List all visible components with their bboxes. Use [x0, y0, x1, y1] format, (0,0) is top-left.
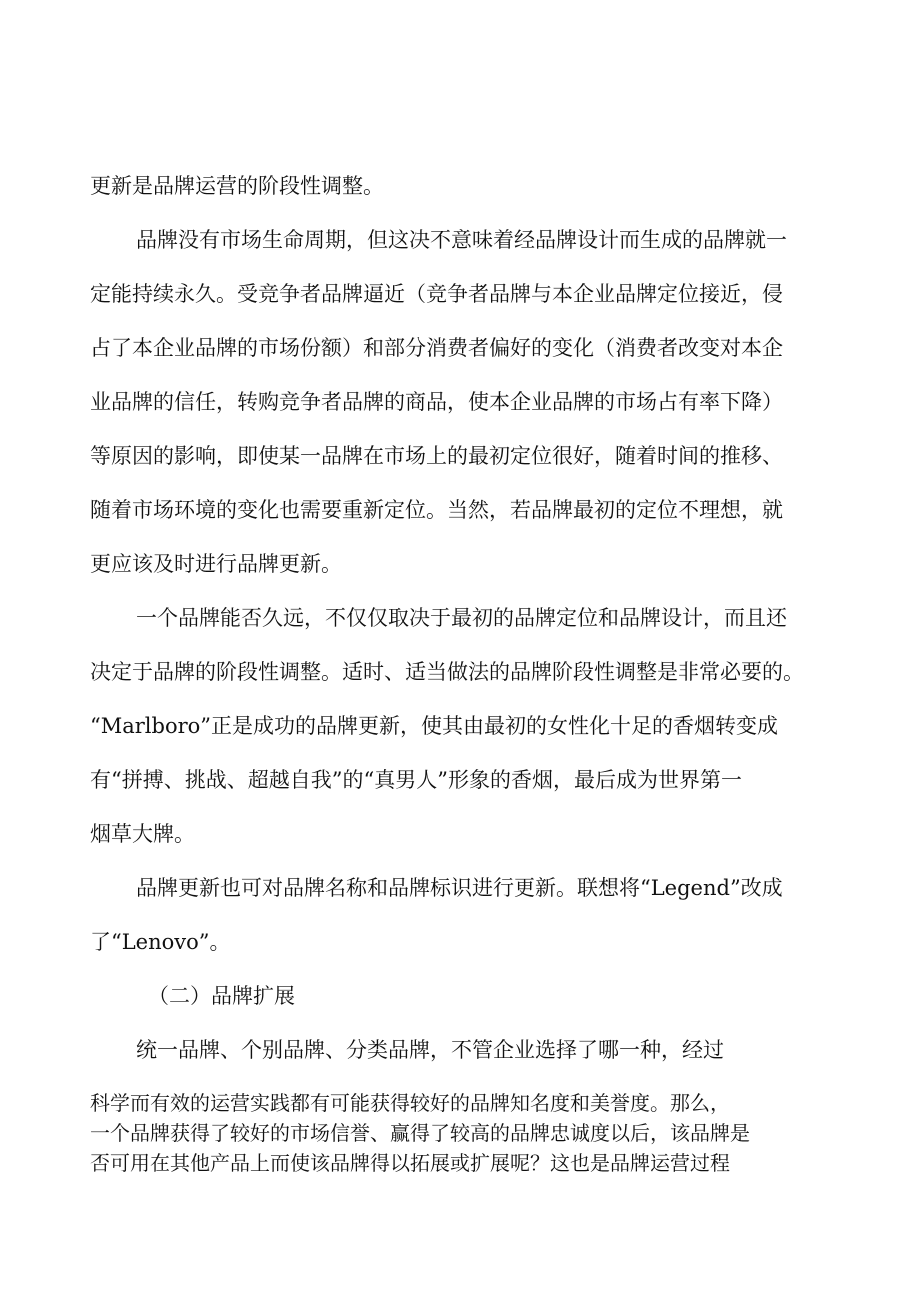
text-line: 等原因的影响，即使某一品牌在市场上的最初定位很好，随着时间的推移、: [90, 444, 783, 468]
paragraph-first-line: 品牌更新也可对品牌名称和品牌标识进行更新。联想将“Legend”改成: [136, 876, 783, 900]
text-line: 更应该及时进行品牌更新。: [90, 552, 342, 576]
text-line: 否可用在其他产品上而使该品牌得以拓展或扩展呢？这也是品牌运营过程: [90, 1151, 730, 1175]
text-line: 占了本企业品牌的市场份额）和部分消费者偏好的变化（消费者改变对本企: [90, 336, 783, 360]
paragraph-first-line: 一个品牌能否久远，不仅仅取决于最初的品牌定位和品牌设计，而且还: [136, 606, 787, 630]
text-line: 了“Lenovo”。: [90, 930, 231, 954]
text-line: 更新是品牌运营的阶段性调整。: [90, 174, 384, 198]
text-line: 决定于品牌的阶段性调整。适时、适当做法的品牌阶段性调整是非常必要的。: [90, 660, 804, 684]
text-line: 定能持续永久。受竞争者品牌逼近（竞争者品牌与本企业品牌定位接近，侵: [90, 282, 783, 306]
text-line: 科学而有效的运营实践都有可能获得较好的品牌知名度和美誉度。那么，: [90, 1091, 730, 1115]
section-heading: （二）品牌扩展: [148, 984, 295, 1008]
text-line: 有“拼搏、挑战、超越自我”的“真男人”形象的香烟，最后成为世界第一: [90, 768, 742, 792]
text-line: 随着市场环境的变化也需要重新定位。当然，若品牌最初的定位不理想，就: [90, 498, 783, 522]
text-line: “Marlboro”正是成功的品牌更新，使其由最初的女性化十足的香烟转变成: [90, 714, 779, 738]
paragraph-first-line: 品牌没有市场生命周期，但这决不意味着经品牌设计而生成的品牌就一: [136, 228, 787, 252]
text-line: 一个品牌获得了较好的市场信誉、赢得了较高的品牌忠诚度以后，该品牌是: [90, 1121, 750, 1145]
text-line: 业品牌的信任，转购竞争者品牌的商品，使本企业品牌的市场占有率下降）: [90, 390, 783, 414]
paragraph-first-line: 统一品牌、个别品牌、分类品牌，不管企业选择了哪一种，经过: [136, 1038, 724, 1062]
text-line: 烟草大牌。: [90, 822, 195, 846]
